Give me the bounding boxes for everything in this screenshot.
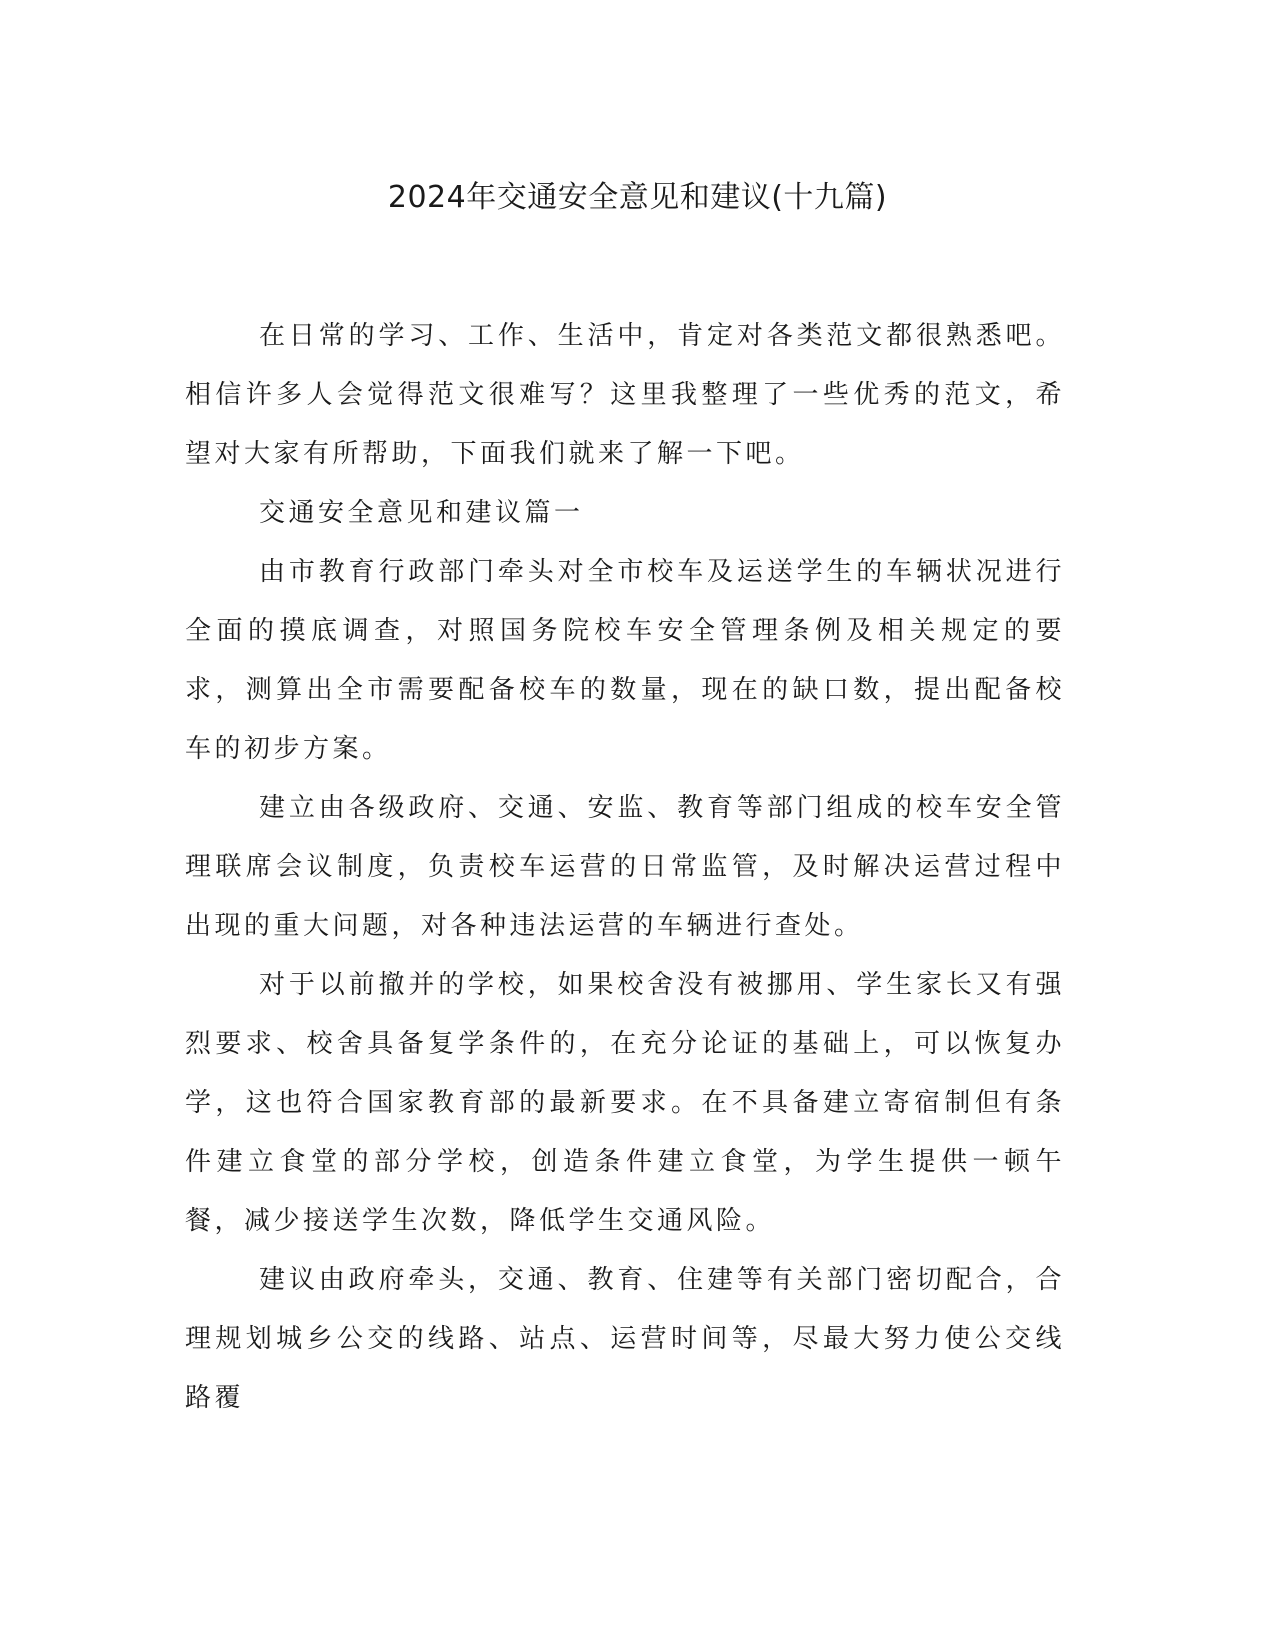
document-title: 2024年交通安全意见和建议(十九篇): [387, 180, 888, 215]
document-body: [185, 307, 1065, 1428]
section-heading: 交通安全意见和建议篇一: [259, 498, 584, 528]
body-paragraph: 由市教育行政部门牵头对全市校车及运送学生的车辆状况进行全面的摸底调查，对照国务院校车安全管理条例及相关规定的要求，测算出全市需要配备校车的数量，现在的缺口数，提出配备校车的初步方案。: [185, 557, 1065, 764]
intro-paragraph: 在日常的学习、工作、生活中，肯定对各类范文都很熟悉吧。相信许多人会觉得范文很难写？这里我整理了一些优秀的范文，希望对大家有所帮助，下面我们就来了解一下吧。: [185, 321, 1065, 469]
body-paragraph: 建立由各级政府、交通、安监、教育等部门组成的校车安全管理联席会议制度，负责校车运营的日常监管，及时解决运营过程中出现的重大问题，对各种违法运营的车辆进行查处。: [185, 793, 1065, 941]
body-paragraph: 对于以前撤并的学校，如果校舍没有被挪用、学生家长又有强烈要求、校舍具备复学条件的，在充分论证的基础上，可以恢复办学，这也符合国家教育部的最新要求。在不具备建立寄宿制但有条件建立食堂的部分学校，创造条件建立食堂，为学生提供一顿午餐，减少接送学生次数，降低学生交通风险。: [185, 970, 1065, 1236]
body-paragraph: 建议由政府牵头，交通、教育、住建等有关部门密切配合，合理规划城乡公交的线路、站点、运营时间等，尽最大努力使公交线路覆: [185, 1265, 1065, 1413]
